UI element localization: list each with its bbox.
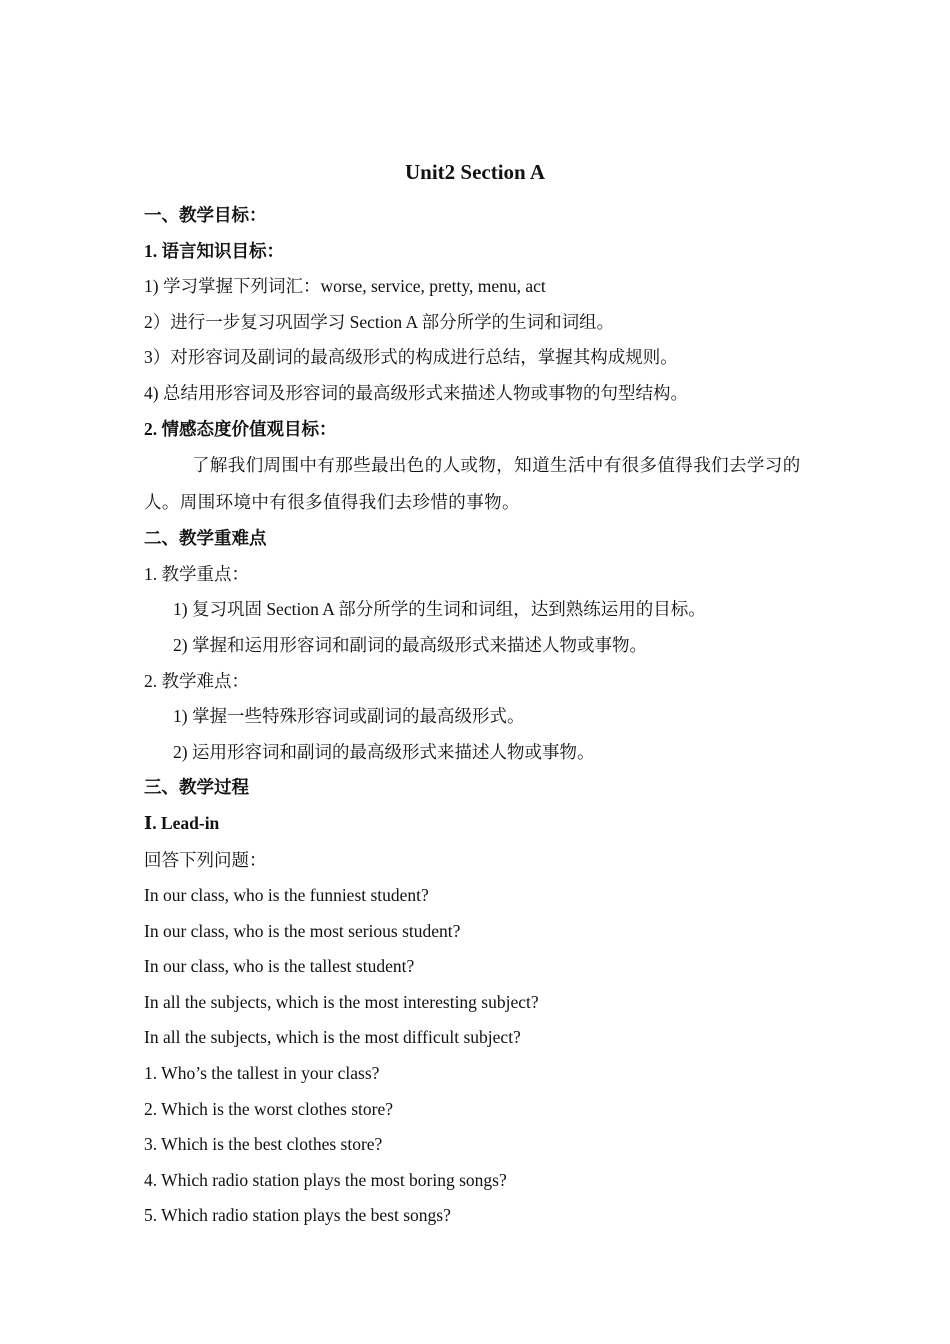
subheading-attitude-goals: 2. 情感态度价值观目标： bbox=[144, 418, 337, 439]
document-title: Unit2 Section A bbox=[404, 160, 545, 184]
question-line: 3. Which is the best clothes store? bbox=[144, 1134, 383, 1155]
list-item: 3）对形容词及副词的最高级形式的构成进行总结，掌握其构成规则。 bbox=[144, 347, 678, 368]
list-item: 1) 掌握一些特殊形容词或副词的最高级形式。 bbox=[173, 706, 525, 727]
question-line: 4. Which radio station plays the most boring songs? bbox=[144, 1169, 507, 1190]
question-line: In all the subjects, which is the most difficult subject? bbox=[144, 1027, 521, 1048]
subheading-key: 1. 教学重点： bbox=[144, 563, 249, 584]
subheading-lead-in bbox=[144, 806, 808, 843]
question-line: 2. Which is the worst clothes store? bbox=[144, 1098, 393, 1119]
section-heading-key-points: 二、教学重难点 bbox=[144, 528, 267, 549]
section-heading-objectives: 一、教学目标： bbox=[144, 205, 267, 225]
roman-numeral: I bbox=[144, 813, 153, 834]
subheading-language-goals: 1. 语言知识目标： bbox=[144, 240, 284, 261]
question-line: In all the subjects, which is the most interesting subject? bbox=[144, 991, 539, 1012]
section-heading-process: 三、教学过程 bbox=[144, 777, 249, 798]
instruction-text: 回答下列问题： bbox=[144, 849, 267, 870]
question-line: 5. Which radio station plays the best songs? bbox=[144, 1205, 451, 1226]
list-item: 4) 总结用形容词及形容词的最高级形式来描述人物或事物的句型结构。 bbox=[144, 382, 688, 403]
lead-in-label: . Lead-in bbox=[152, 812, 220, 833]
list-item: 2）进行一步复习巩固学习 Section A 部分所学的生词和词组。 bbox=[144, 311, 615, 332]
list-item: 2) 运用形容词和副词的最高级形式来描述人物或事物。 bbox=[173, 741, 595, 762]
attitude-paragraph: 了解我们周围中有那些最出色的人或物，知道生活中有很多值得我们去学习的人。周围环境中有很多值得我们去珍惜的事物。 bbox=[144, 455, 801, 513]
question-line: In our class, who is the tallest student? bbox=[144, 956, 415, 977]
list-item: 2) 掌握和运用形容词和副词的最高级形式来描述人物或事物。 bbox=[173, 634, 647, 655]
question-line: In our class, who is the funniest student? bbox=[144, 885, 429, 906]
document-body bbox=[144, 198, 808, 1234]
list-item: 1) 复习巩固 Section A 部分所学的生词和词组，达到熟练运用的目标。 bbox=[173, 599, 706, 620]
subheading-difficult: 2. 教学难点： bbox=[144, 670, 249, 691]
question-line: In our class, who is the most serious student? bbox=[144, 920, 461, 941]
list-item: 1) 学习掌握下列词汇：worse, service, pretty, menu, act bbox=[144, 276, 546, 297]
question-line: 1. Who’s the tallest in your class? bbox=[144, 1063, 380, 1084]
